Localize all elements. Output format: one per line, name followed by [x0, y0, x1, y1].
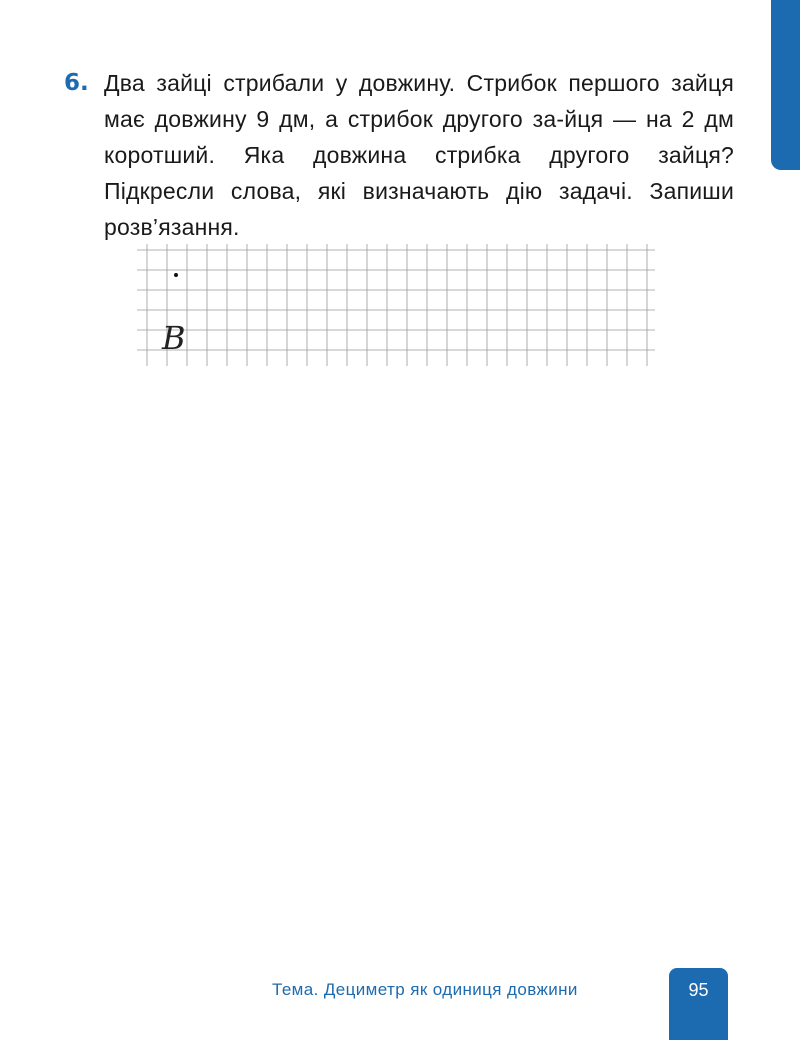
page-number: 95 — [669, 968, 728, 1040]
answer-grid[interactable] — [137, 244, 655, 366]
handwritten-letter: В — [162, 319, 186, 357]
task-number: 6. — [64, 70, 89, 96]
grid-dot-mark — [174, 273, 178, 277]
footer-topic: Тема. Дециметр як одиниця довжини — [272, 980, 578, 999]
task-block — [64, 65, 736, 245]
grid-lines — [137, 244, 655, 366]
task-text: Два зайці стрибали у довжину. Стрибок першого зайця має довжину 9 дм, а стрибок другого за-йця — на 2 дм коротший. Яка довжина стрибка другого зайця? Підкресли слова, які визначають дію задачі. Запиши розв’язання. — [104, 70, 734, 240]
chapter-side-tab — [771, 0, 800, 170]
